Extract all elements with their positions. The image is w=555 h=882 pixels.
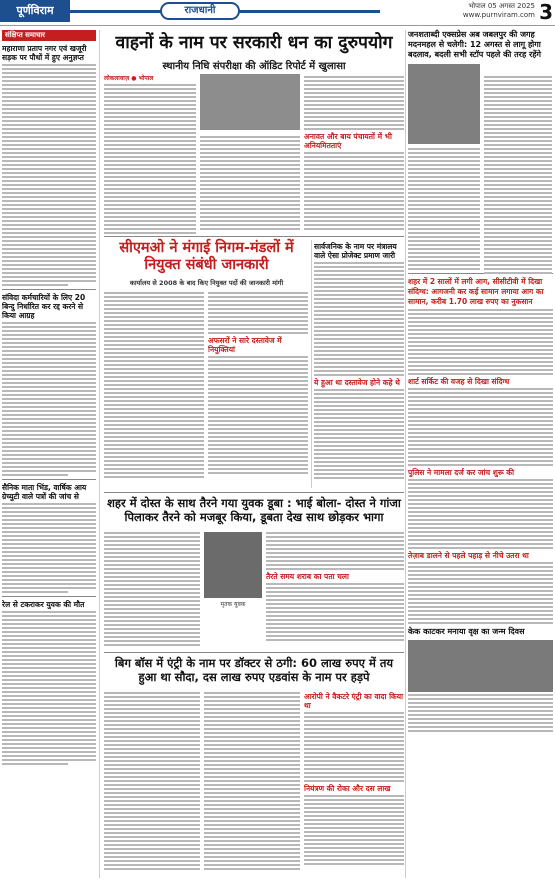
header-divider — [0, 25, 555, 26]
column-rule — [405, 30, 406, 878]
divider — [104, 236, 404, 237]
right-story-body — [408, 148, 480, 270]
story4-subhead: आरोपी ने वैकटरे एंट्री का वादा किया था — [304, 692, 404, 710]
lead-byline: लोकलावाज़ ● भोपाल — [104, 75, 154, 82]
left-story-headline: संविदा कर्मचारियों के लिए 20 बिन्दु निर्धारित कर रद्द करने से किया आग्रह — [2, 293, 86, 320]
right-story-body — [484, 74, 552, 276]
divider — [104, 492, 404, 493]
left-story-body — [2, 64, 96, 286]
left-story-headline: रेल से टकराकर युवक की मौत — [2, 600, 85, 609]
story2-subhead: अफसरों ने सारे दस्तावेज में नियुक्तियां — [208, 336, 282, 354]
left-story-headline: सैनिक माता भिंड, वार्षिक आय ग्रेच्युटी वाले पत्रों की जांच से — [2, 483, 87, 501]
tree-birthday-photo — [408, 640, 553, 692]
left-news-column — [2, 30, 100, 878]
lead-column-2 — [200, 134, 300, 234]
brief-news-tag: संक्षिप्त समाचार — [2, 30, 96, 41]
page-header — [0, 0, 555, 28]
dateline-block — [463, 2, 535, 20]
lead-subheadline: स्थानीय निधि संपरीक्षा की ऑडिट रिपोर्ट में खुलासा — [162, 61, 346, 72]
lead-subhead: अनावत और बाय पंचायतों में भी अनियमितताएं — [304, 132, 392, 150]
lead-column-1 — [104, 74, 196, 234]
right-subhead: शार्ट सर्किट की वजह से दिखा संदिग्ध — [408, 377, 510, 386]
story3-subhead: तैरते समय शराब का पता चला — [266, 572, 349, 581]
website: www.purnviram.com — [462, 11, 535, 19]
story2-column-1 — [104, 290, 204, 488]
page-number: 3 — [539, 0, 553, 24]
train-photo — [408, 64, 480, 144]
left-story-body — [2, 611, 96, 765]
left-story-headline: महाराणा प्रताप नगर एवं खजूरी सड़क पर पौधों में हुए अनुज्ञप्त — [2, 44, 87, 62]
divider — [104, 652, 404, 653]
right-story2-body — [408, 309, 553, 375]
story3-headline: शहर में दोस्त के साथ तैरने गया युवक डूबा : भाई बोला- दोस्त ने गांजा पिलाकर तैरने को मजबूर किया, डूबता देख साथ छोड़कर भागा — [107, 496, 401, 524]
right-subhead: तेज़ाब डालने से पहले पहाड़ से नीचे उतरा था — [408, 551, 529, 560]
left-story-body — [2, 503, 96, 593]
story2-side-headline: सार्वजनिक के नाम पर मंत्रालय वाले ऐसा प्रोजेक्ट प्रमाण जारी — [314, 242, 397, 260]
right-subhead: पुलिस ने मामला दर्ज कर जांच शुरू की — [408, 468, 515, 477]
victim-photo — [204, 532, 262, 598]
story3-column-1 — [104, 530, 200, 650]
section-badge: राजधानी — [160, 2, 240, 20]
dateline: भोपाल 05 अगस्त 2025 — [468, 2, 535, 10]
story2-deck: कार्यालय से 2008 के बाद किए नियुक्त पदों की जानकारी मांगी — [129, 279, 284, 287]
right-news-column — [408, 30, 553, 734]
story2-subhead: ये हुआ था दस्तावेज होने कहे थे — [314, 378, 400, 387]
money-photo — [200, 74, 300, 130]
story3-column-2 — [266, 530, 404, 650]
left-story-body — [2, 322, 96, 476]
story4-headline: बिग बॉस में एंट्री के नाम पर डॉक्टर से ठगी: 60 लाख रुपए में तय हुआ था सौदा, दस लाख रुपए एडवांस के नाम पर हड़पे — [114, 656, 394, 684]
right-top-headline: जनशताब्दी एक्सप्रेस अब जबलपुर की जगह मदनमहल से चलेगी: 12 अगस्त से लागू होगा बदलाव, बदली सभी स्टॉप पहले की तरह रहेंगे — [408, 30, 542, 59]
right-story2-headline: शहर में 2 सालों में लगी आग, सीसीटीवी में दिखा संदिग्ध: आगजनी कर कई सामान लगाया आग का सामान, करीब 1.70 लाख रुपए का नुकसान — [408, 277, 544, 306]
story2-sidebar — [314, 240, 404, 488]
masthead-logo: पूर्णविराम — [0, 0, 70, 22]
lead-column-3 — [304, 74, 404, 234]
photo-caption: मृतक युवक — [220, 601, 246, 608]
story4-column-3 — [304, 690, 404, 878]
story4-subhead: नियंत्रण की रोका और दस लाख — [304, 784, 391, 793]
right-subhead: केक काटकर मनाया वृक्ष का जन्म दिवस — [408, 627, 525, 636]
story4-column-1 — [104, 690, 200, 878]
lead-headline: वाहनों के नाम पर सरकारी धन का दुरुपयोग — [115, 33, 393, 53]
story2-column-2 — [208, 290, 308, 488]
story4-column-2 — [204, 690, 300, 878]
column-rule — [311, 240, 312, 488]
story2-headline: सीएमओ ने मंगाई निगम-मंडलों में नियुक्त संबंधी जानकारी — [119, 240, 294, 273]
